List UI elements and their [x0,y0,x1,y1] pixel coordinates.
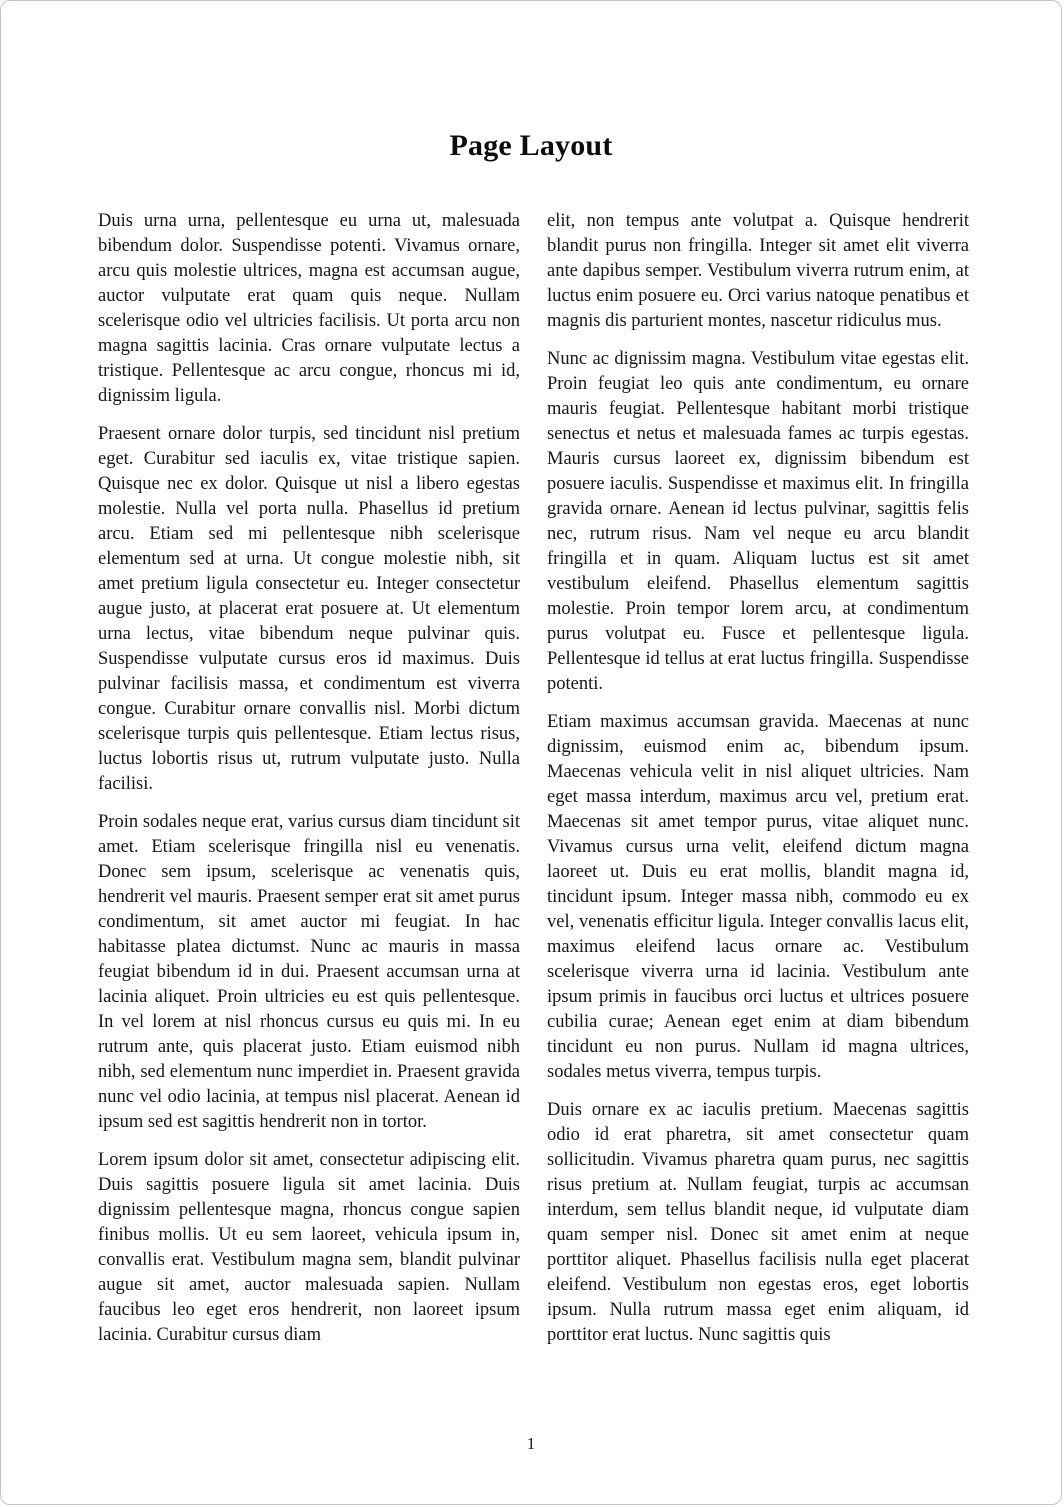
paragraph: Praesent ornare dolor turpis, sed tincidunt nisl pretium eget. Curabitur sed iaculis ex, vitae tristique sapien. Quisque nec ex dolor. Quisque ut nisl a libero egestas molestie. Nulla vel porta nulla. Phasellus id pretium arcu. Etiam sed mi pellentesque nibh scelerisque elementum sed at urna. Ut congue molestie nibh, sit amet pretium ligula consectetur eu. Integer consectetur augue justo, at placerat erat posuere at. Ut elementum urna lectus, vitae bibendum neque pulvinar quis. Suspendisse vulputate cursus eros id maximus. Duis pulvinar facilisis massa, et condimentum est viverra congue. Curabitur ornare convallis nisl. Morbi dictum scelerisque turpis quis pellentesque. Etiam lectus risus, luctus lobortis risus ut, rutrum vulputate justo. Nulla facilisi. [98,424,520,794]
paragraph: Nunc ac dignissim magna. Vestibulum vitae egestas elit. Proin feugiat leo quis ante condimentum, eu ornare mauris feugiat. Pellentesque habitant morbi tristique senectus et netus et malesuada fames ac turpis egestas. Mauris cursus laoreet ex, dignissim bibendum est posuere iaculis. Suspendisse et maximus elit. In fringilla gravida ornare. Aenean id lectus pulvinar, sagittis felis nec, rutrum risus. Nam vel neque eu arcu blandit fringilla et in quam. Aliquam luctus est sit amet vestibulum eleifend. Phasellus elementum sagittis molestie. Proin tempor lorem arcu, at condimentum purus volutpat eu. Fusce et pellentesque ligula. Pellentesque id tellus at erat luctus fringilla. Suspendisse potenti. [547,349,969,694]
paragraph: Duis ornare ex ac iaculis pretium. Maecenas sagittis odio id erat pharetra, sit amet consectetur quam sollicitudin. Vivamus pharetra quam purus, nec sagittis risus pretium at. Nullam feugiat, turpis ac accumsan interdum, sem tellus blandit neque, id vulputate diam quam semper nisl. Donec sit amet enim at neque porttitor aliquet. Phasellus facilisis nulla eget placerat eleifend. Vestibulum non egestas eros, eget lobortis ipsum. Nulla rutrum massa eget enim aliquam, id porttitor erat luctus. Nunc sagittis quis [547,1100,969,1345]
paragraph: elit, non tempus ante volutpat a. Quisque hendrerit blandit purus non fringilla. Integer sit amet elit viverra ante dapibus semper. Vestibulum viverra rutrum enim, at luctus enim posuere eu. Orci varius natoque penatibus et magnis dis parturient montes, nascetur ridiculus mus. [547,211,969,331]
column-right [547,209,969,1404]
paragraph: Etiam maximus accumsan gravida. Maecenas at nunc dignissim, euismod enim ac, bibendum ipsum. Maecenas vehicula velit in nisl aliquet ultricies. Nam eget massa interdum, maximus arcu vel, pretium erat. Maecenas sit amet tempor purus, vitae aliquet nunc. Vivamus cursus urna velit, eleifend dictum magna laoreet ut. Duis eu erat mollis, blandit magna id, tincidunt ipsum. Integer massa nibh, commodo eu ex vel, venenatis efficitur ligula. Integer convallis lacus elit, maximus eleifend lacus ornare ac. Vestibulum scelerisque viverra urna id lacinia. Vestibulum ante ipsum primis in faucibus orci luctus et ultrices posuere cubilia curae; Aenean eget enim at diam bibendum tincidunt eu non purus. Nullam id magna ultrices, sodales metus viverra, tempus turpis. [547,712,969,1082]
paragraph: Lorem ipsum dolor sit amet, consectetur adipiscing elit. Duis sagittis posuere ligula sit amet lacinia. Duis dignissim pellentesque magna, rhoncus congue sapien finibus mollis. Ut eu sem laoreet, vehicula ipsum in, convallis erat. Vestibulum magna sem, blandit pulvinar augue sit amet, auctor malesuada sapien. Nullam faucibus leo eget eros hendrerit, non laoreet ipsum lacinia. Curabitur cursus diam [98,1150,520,1345]
page-title: Page Layout [449,129,613,162]
paragraph: Duis urna urna, pellentesque eu urna ut, malesuada bibendum dolor. Suspendisse potenti. Vivamus ornare, arcu quis molestie ultrices, magna est accumsan augue, auctor vulputate erat quam quis neque. Nullam scelerisque odio vel ultricies facilisis. Ut porta arcu non magna sagittis lacinia. Cras ornare vulputate lectus a tristique. Pellentesque ac arcu congue, rhoncus mi id, dignissim ligula. [98,211,520,406]
page-number: 1 [526,1434,536,1453]
paragraph: Proin sodales neque erat, varius cursus diam tincidunt sit amet. Etiam scelerisque fringilla nisl eu venenatis. Donec sem ipsum, scelerisque ac venenatis quis, hendrerit vel mauris. Praesent semper erat sit amet purus condimentum, sit amet auctor mi feugiat. In hac habitasse platea dictumst. Nunc ac mauris in massa feugiat bibendum id in dui. Praesent accumsan urna at lacinia aliquet. Proin ultricies eu est quis pellentesque. In vel lorem at nisl rhoncus cursus eu quis mi. In eu rutrum ante, quis placerat justo. Etiam euismod nibh nibh, sed elementum nunc imperdiet in. Praesent gravida nunc vel odio lacinia, at tempus nisl placerat. Aenean id ipsum sed est sagittis hendrerit non in tortor. [98,812,520,1132]
text-columns [1,209,1061,1404]
column-left [98,209,520,1404]
